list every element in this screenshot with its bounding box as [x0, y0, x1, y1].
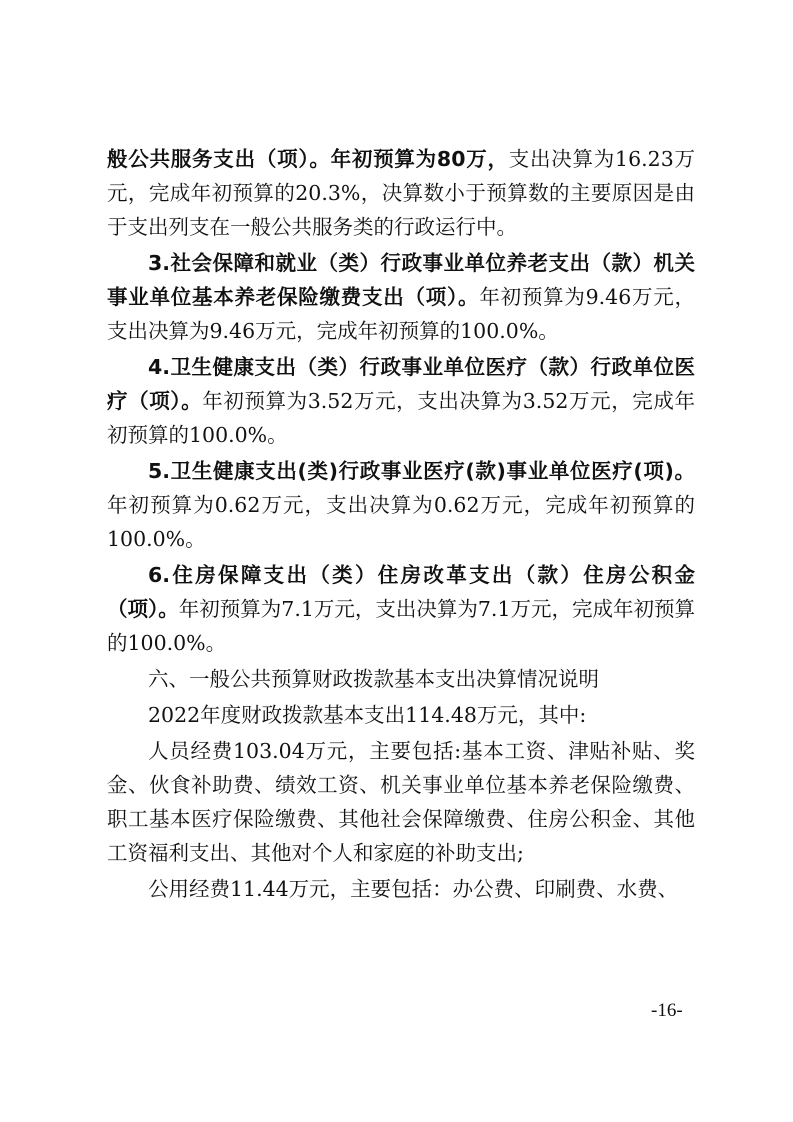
- paragraph-strong: 3.社会保障和就业（类）行政事业单位养老支出（款）机关事业单位基本养老保险缴费支出（项）。: [107, 251, 695, 309]
- paragraph-text: 年初预算为7.1万元，支出决算为7.1万元，完成年初预算的100.0%。: [107, 597, 696, 655]
- paragraph-strong: 5.卫生健康支出(类)行政事业医疗(款)事业单位医疗(项)。: [148, 459, 695, 483]
- paragraph-personnel-expenses: 人员经费103.04万元，主要包括:基本工资、津贴补贴、奖金、伙食补助费、绩效工资、机关事业单位基本养老保险缴费、职工基本医疗保险缴费、其他社会保障缴费、住房公积金、其他工资福利支出、其他对个人和家庭的补助支出;: [107, 739, 695, 865]
- paragraph-health-institution: [107, 454, 695, 556]
- paragraph-strong: 4.卫生健康支出（类）行政事业单位医疗（款）行政单位医疗（项）。: [107, 355, 695, 413]
- paragraph-strong: 般公共服务支出（项）。年初预算为80万，: [107, 147, 509, 171]
- paragraph-general-public-services: [107, 142, 695, 244]
- paragraph-text: 支出决算为16.23万元，完成年初预算的20.3%，决算数小于预算数的主要原因是由于支出列支在一般公共服务类的行政运行中。: [107, 147, 696, 239]
- page-number: -16-: [651, 1000, 683, 1021]
- paragraph-social-security: [107, 246, 695, 348]
- paragraph-text: 年初预算为0.62万元，支出决算为0.62万元，完成年初预算的100.0%。: [107, 493, 695, 551]
- paragraph-housing: [107, 558, 695, 660]
- paragraph-text: 年初预算为3.52万元，支出决算为3.52万元，完成年初预算的100.0%。: [107, 389, 696, 447]
- section-heading: 六、一般公共预算财政拨款基本支出决算情况说明: [148, 667, 599, 691]
- paragraph-basic-expenditure: 2022年度财政拨款基本支出114.48万元，其中:: [148, 703, 587, 727]
- paragraph-text: 年初预算为9.46万元，支出决算为9.46万元，完成年初预算的100.0%。: [107, 285, 696, 343]
- paragraph-health-admin: [107, 350, 695, 452]
- paragraph-public-expenses: 公用经费11.44万元，主要包括：办公费、印刷费、水费、: [148, 877, 679, 901]
- document-body: [107, 142, 695, 906]
- paragraph-strong: 6.住房保障支出（类）住房改革支出（款）住房公积金（项）。: [107, 563, 695, 621]
